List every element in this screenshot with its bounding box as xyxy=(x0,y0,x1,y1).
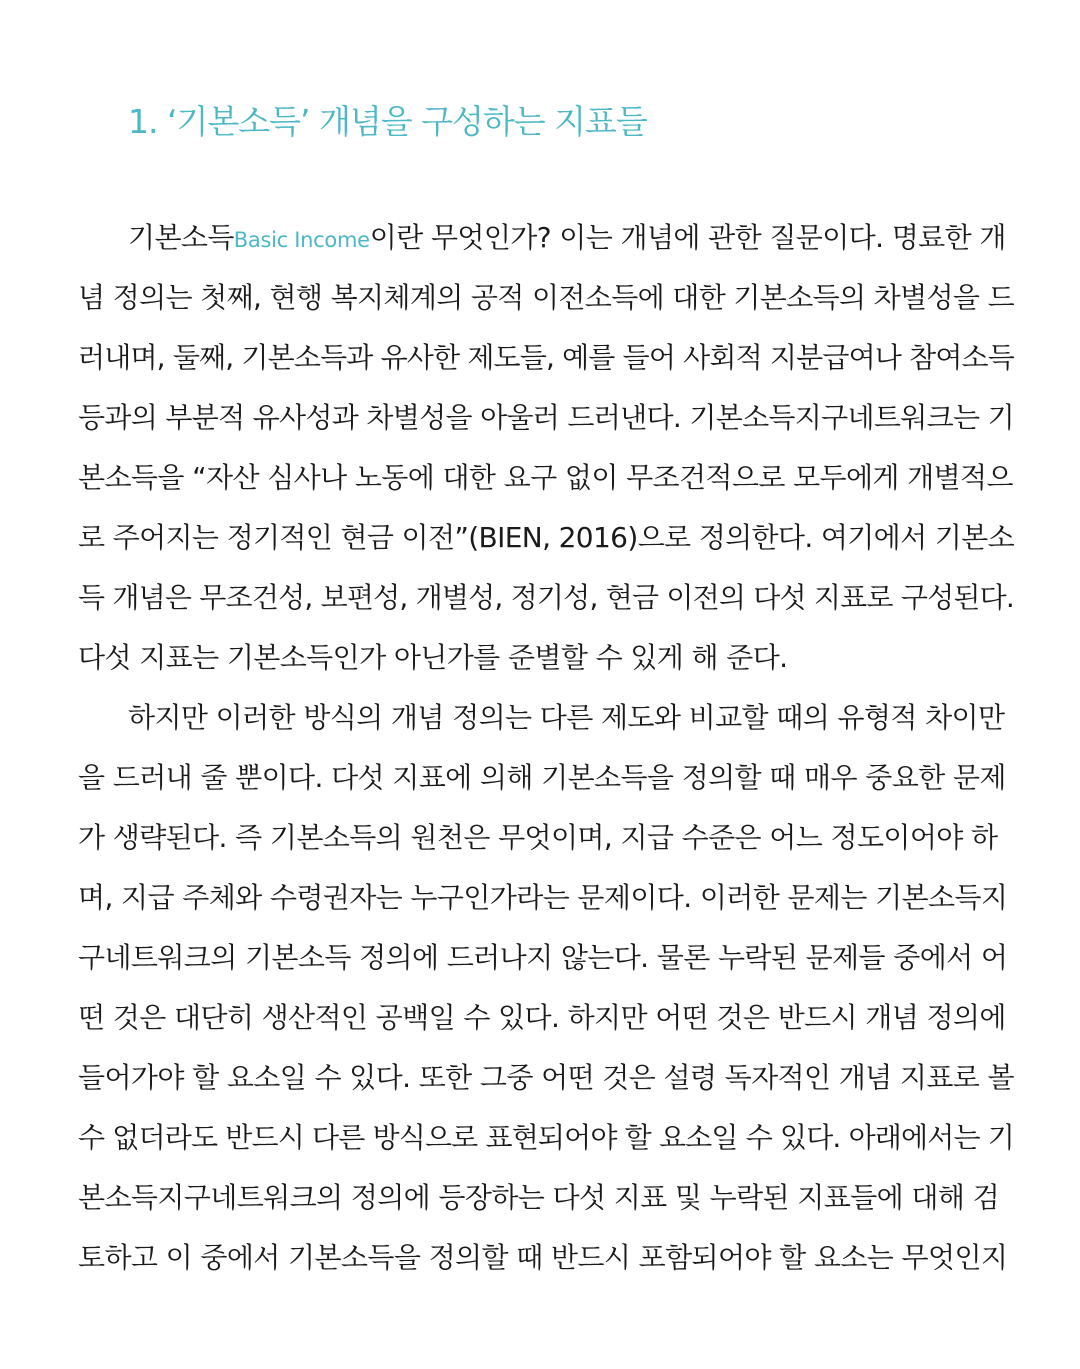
section-heading: 1. ‘기본소득’ 개념을 구성하는 지표들 xyxy=(128,102,647,141)
text-line: 구네트워크의 기본소득 정의에 드러나지 않는다. 물론 누락된 문제들 중에서 어 xyxy=(78,941,1008,974)
text-line: 며, 지급 주체와 수령권자는 누구인가라는 문제이다. 이러한 문제는 기본소득지 xyxy=(78,881,1008,914)
text-line: 득 개념은 무조건성, 보편성, 개별성, 정기성, 현금 이전의 다섯 지표로 구성된다. xyxy=(78,581,1014,614)
text-line: 수 없더라도 반드시 다른 방식으로 표현되어야 할 요소일 수 있다. 아래에서는 기 xyxy=(78,1121,1014,1154)
text-line: 가 생략된다. 즉 기본소득의 원천은 무엇이며, 지급 수준은 어느 정도이어야 하 xyxy=(78,821,998,854)
text-line: 토하고 이 중에서 기본소득을 정의할 때 반드시 포함되어야 할 요소는 무엇인지 xyxy=(78,1241,1008,1274)
text-segment: 이란 무엇인가? 이는 개념에 관한 질문이다. 명료한 개 xyxy=(369,221,1006,254)
text-line: 로 주어지는 정기적인 현금 이전”(BIEN, 2016)으로 정의한다. 여기에서 기본소 xyxy=(78,521,1014,554)
text-segment: 기본소득 xyxy=(128,221,234,254)
text-line: 떤 것은 대단히 생산적인 공백일 수 있다. 하지만 어떤 것은 반드시 개념 정의에 xyxy=(78,1001,1006,1034)
text-line: 을 드러내 줄 뿐이다. 다섯 지표에 의해 기본소득을 정의할 때 매우 중요한 문제 xyxy=(78,761,1006,794)
text-line: 본소득을 “자산 심사나 노동에 대한 요구 없이 무조건적으로 모두에게 개별적으 xyxy=(78,461,1013,494)
body-text xyxy=(78,213,1014,1293)
english-term: Basic Income xyxy=(233,228,370,252)
text-line: 본소득지구네트워크의 정의에 등장하는 다섯 지표 및 누락된 지표들에 대해 검 xyxy=(78,1181,1000,1214)
text-line: 등과의 부분적 유사성과 차별성을 아울러 드러낸다. 기본소득지구네트워크는 기 xyxy=(78,401,1014,434)
text-line: 념 정의는 첫째, 현행 복지체계의 공적 이전소득에 대한 기본소득의 차별성을 드 xyxy=(78,281,1014,314)
paragraph-1-line-1 xyxy=(78,213,1014,273)
paragraph-2-line-1: 하지만 이러한 방식의 개념 정의는 다른 제도와 비교할 때의 유형적 차이만 xyxy=(128,701,1005,734)
text-line: 들어가야 할 요소일 수 있다. 또한 그중 어떤 것은 설령 독자적인 개념 지표로 볼 xyxy=(78,1061,1014,1094)
text-line: 러내며, 둘째, 기본소득과 유사한 제도들, 예를 들어 사회적 지분급여나 참여소득 xyxy=(78,341,1014,374)
text-line: 다섯 지표는 기본소득인가 아닌가를 준별할 수 있게 해 준다. xyxy=(78,641,788,674)
